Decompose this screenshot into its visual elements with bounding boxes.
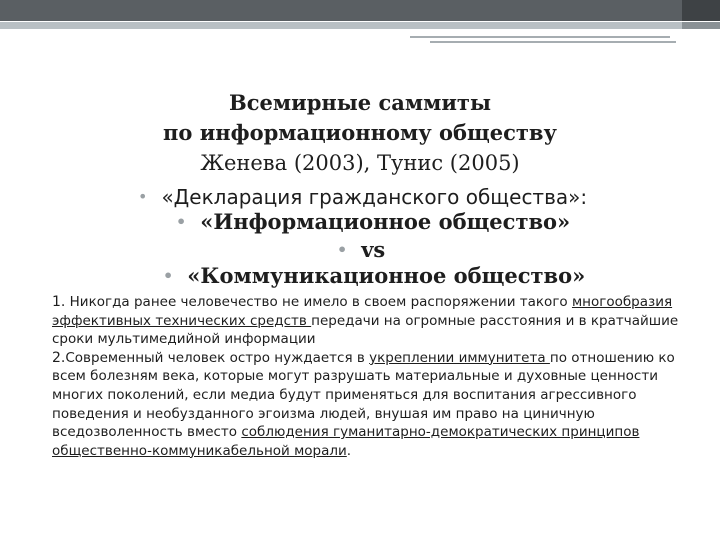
bullet-text: «Декларация гражданского общества»: <box>161 185 588 209</box>
top-decorative-bar-accent <box>682 0 720 21</box>
point-number: 2. <box>52 349 66 366</box>
bullet-declaration <box>138 183 587 211</box>
decorative-rule <box>410 36 670 38</box>
title-line: Женева (2003), Тунис (2005) <box>200 151 520 175</box>
bullet-dot-icon: • <box>138 187 148 206</box>
point-2 <box>52 349 702 461</box>
point-text: Современный человек остро нуждается в <box>65 349 370 366</box>
bullet-dot-icon: • <box>176 212 187 231</box>
bullet-vs <box>337 236 385 264</box>
slide-title <box>0 88 720 178</box>
point-text-underlined: многообразия эффективных технических средств <box>52 294 673 329</box>
point-text-underlined: соблюдения гуманитарно-демократических принципов общественно-коммуникабельной морали <box>52 424 640 459</box>
point-text: Никогда ранее человечество не имело в своем распоряжении такого <box>65 294 572 310</box>
body-text <box>52 293 702 460</box>
point-text: по отношению ко всем болезням века, которые могут разрушать материальные и духовные ценности многих поколений, если медиа будут применяться для воспитания агрессивного поведения и необузданного эгоизма людей, внушая им право на циничную вседозволенность вместо <box>52 349 675 441</box>
point-text-underlined: укреплении иммунитета <box>369 349 550 366</box>
top-decorative-bar <box>0 0 720 21</box>
title-line: по информационному обществу <box>163 120 557 145</box>
point-text: . <box>346 442 352 459</box>
secondary-decorative-bar-accent <box>682 22 720 29</box>
bullet-text: «Информационное общество» <box>200 209 571 234</box>
bullet-communication-society <box>163 262 585 290</box>
secondary-decorative-bar <box>0 22 720 29</box>
decorative-rule <box>430 41 676 43</box>
bullet-text: «Коммуникационное общество» <box>187 263 586 288</box>
point-text: передачи на огромные расстояния и в кратчайшие сроки мультимедийной информации <box>52 312 679 348</box>
bullet-text: vs <box>361 237 386 262</box>
point-1 <box>52 293 702 349</box>
bullet-information-society <box>176 208 570 236</box>
point-number: 1. <box>52 294 66 310</box>
bullet-dot-icon: • <box>163 266 174 285</box>
title-line: Всемирные саммиты <box>228 90 491 115</box>
bullet-dot-icon: • <box>337 240 348 259</box>
